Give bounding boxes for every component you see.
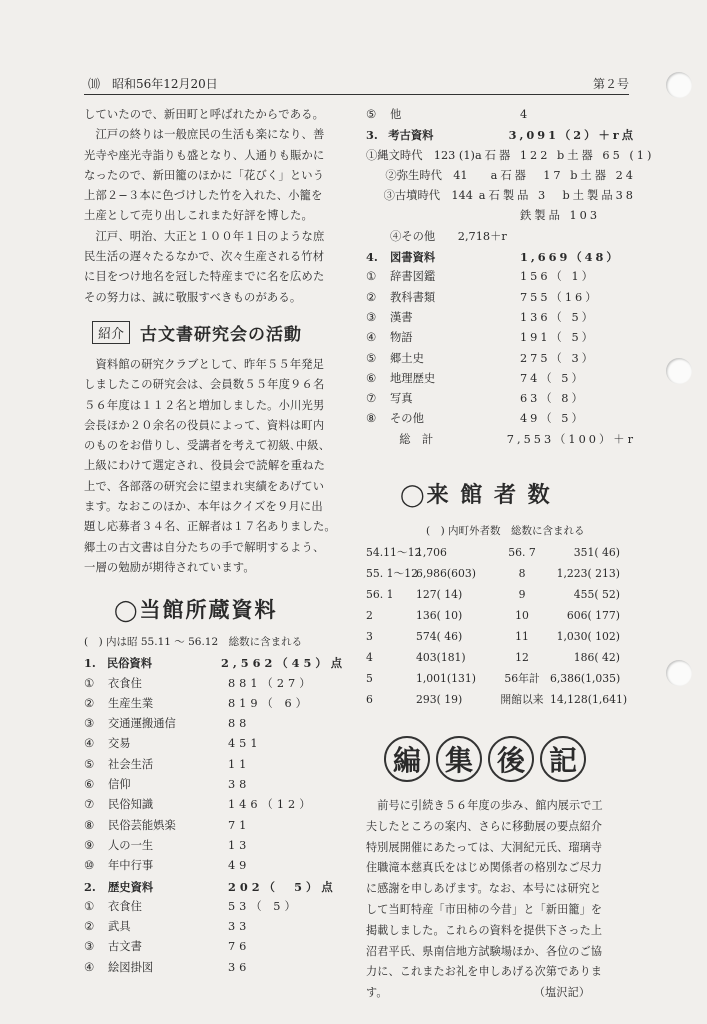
- table-cell: 6: [366, 693, 373, 707]
- postscript-paragraph: [366, 796, 636, 1004]
- list-item-lab: ①縄文時代 123 (1): [366, 148, 475, 162]
- table-cell: 127( 14): [416, 588, 463, 602]
- list-item-lab: 社会生活: [108, 757, 154, 771]
- list-item: [366, 288, 636, 308]
- list-item-lab: 古文書: [108, 940, 142, 954]
- list-item: [366, 349, 636, 369]
- list-item-n: ⑦: [366, 392, 377, 406]
- list-item-lab: [390, 206, 520, 226]
- circled-char: 編: [384, 736, 430, 782]
- text-line: なったので、新田籠のほかに「花びく」という: [84, 168, 325, 182]
- table-row: [366, 626, 636, 647]
- list-item: [84, 816, 346, 836]
- list-item-n: ③: [84, 940, 95, 954]
- list-item: [366, 389, 636, 409]
- list-item-lab: 考古資料: [388, 128, 434, 143]
- list-item-val: 2,562（45）点: [221, 656, 346, 671]
- list-item-n: 1.: [84, 656, 96, 671]
- circled-char: 記: [540, 736, 586, 782]
- section-tag: 紹介: [92, 321, 130, 344]
- list-item: [84, 917, 346, 937]
- text-line: その努力は、誠に敬服すべきものがある。: [84, 290, 302, 304]
- list-item-n: ①: [84, 899, 95, 913]
- list-item-val: 136（ 5）: [520, 310, 596, 324]
- list-item-lab: 交通運搬通信: [108, 717, 176, 731]
- table-row: [366, 563, 636, 584]
- list-item-n: ⑥: [366, 371, 377, 385]
- list-item: [366, 328, 636, 348]
- list-item-lab: 民俗芸能娯楽: [108, 818, 176, 832]
- table-cell: 186( 42): [573, 651, 620, 665]
- page-header: [88, 75, 629, 95]
- list-item-val: a石器 17 b土器 24: [490, 168, 636, 182]
- list-item-val: 755（16）: [520, 290, 600, 304]
- table-row: [366, 605, 636, 626]
- list-item-n: ③: [84, 717, 95, 731]
- list-item-lab: 年中行事: [108, 859, 154, 873]
- list-item: [84, 795, 346, 815]
- list-item: [366, 206, 636, 226]
- list-item-n: ④: [84, 737, 95, 751]
- text-line: 住職滝本慈真氏をはじめ関係者の格別なご尽力: [366, 861, 603, 875]
- table-cell: 1,706: [416, 546, 447, 560]
- collection-note: ( ) 内は昭 55.11 〜 56.12 総数に含まれる: [84, 636, 303, 649]
- visitors-note: ( ) 内町外者数 総数に含まれる: [426, 525, 585, 538]
- list-item-val: 36: [228, 960, 251, 974]
- list-item-n: ②: [84, 920, 95, 934]
- list-item-val: 88: [228, 717, 251, 731]
- table-row: [366, 668, 636, 689]
- text-line: ５６年度は１１２名と増加しました。小川光男: [84, 398, 325, 412]
- table-cell: 8: [518, 567, 526, 581]
- list-item: [366, 186, 636, 206]
- list-item: [84, 694, 346, 714]
- text-line: 夫したところの案内、さらに移動展の要点紹介: [366, 819, 603, 833]
- table-cell: 574( 46): [416, 630, 463, 644]
- table-cell: 293( 19): [416, 693, 463, 707]
- table-cell: 55. 1〜12: [366, 567, 419, 581]
- list-item-lab: 物語: [390, 331, 413, 345]
- list-item: [366, 146, 655, 166]
- list-item-n: ⑤: [84, 757, 95, 771]
- list-item-n: ⑤: [366, 108, 377, 121]
- table-cell: 11: [515, 630, 529, 644]
- list-item-lab: 交易: [108, 737, 131, 751]
- list-item: [84, 877, 346, 897]
- table-cell: 606( 177): [566, 609, 620, 623]
- list-item-n: ⑥: [84, 778, 95, 792]
- list-item-val: 1,669（48）: [520, 250, 621, 265]
- list-item-lab: 信仰: [108, 778, 131, 792]
- list-item: [366, 227, 636, 247]
- table-cell: 10: [515, 609, 529, 623]
- table-cell: 開館以来: [500, 693, 544, 707]
- text-line: 郷土の古文書は自分たちの手で解明するよう、: [84, 540, 325, 554]
- list-item-n: ②: [366, 290, 377, 304]
- list-item-val: 53（ 5）: [228, 899, 300, 913]
- list-item: [366, 105, 636, 125]
- list-item: [84, 937, 346, 957]
- table-cell: 14,128(1,641): [550, 693, 628, 707]
- table-cell: 3: [366, 630, 373, 644]
- list-item: [84, 653, 346, 673]
- list-item-n: [366, 166, 385, 186]
- list-item-lab: ③古墳時代 144: [383, 189, 473, 203]
- list-item-lab: 衣食住: [108, 676, 142, 690]
- list-item-n: ⑧: [84, 818, 95, 832]
- list-item: [84, 836, 346, 856]
- text-line: 上級にわけて選定され、役員会で読解を重ねた: [84, 459, 326, 473]
- list-item: [84, 856, 346, 876]
- table-cell: 1,030( 102): [556, 630, 620, 644]
- list-item-n: ④: [366, 331, 377, 345]
- list-item-n: 4.: [366, 250, 378, 265]
- list-item: [84, 897, 346, 917]
- list-item: [84, 958, 346, 978]
- list-item-val: 38: [228, 778, 251, 792]
- list-item-val: 74（ 5）: [520, 371, 586, 385]
- list-item-n: ⑧: [366, 412, 377, 426]
- table-row: [366, 689, 636, 710]
- text-line: 掲載しました。これらの資料を提供下さった上: [366, 923, 603, 937]
- binder-hole: [666, 358, 692, 384]
- text-line: 前号に引続き５６年度の歩み、館内展示で工: [366, 799, 603, 813]
- table-cell: 2: [366, 609, 373, 623]
- text-line: す。 （塩沢記）: [366, 986, 591, 1000]
- text-line: していたので、新田町と呼ばれたからである。: [84, 108, 325, 121]
- list-item-lab: その他: [390, 412, 424, 426]
- collection-list-continued: [366, 105, 655, 450]
- text-line: 資料館の研究クラブとして、昨年５５年発足: [84, 357, 325, 371]
- text-line: 上部２−３本に色づけした竹を入れた、小籠を: [84, 189, 323, 203]
- table-cell: 455( 52): [573, 588, 620, 602]
- list-item: [366, 369, 636, 389]
- list-item-lab: ④その他 2,718＋r: [390, 229, 507, 243]
- issue-number: 第２号: [592, 77, 629, 91]
- postscript-heading: [384, 736, 636, 782]
- text-line: 上で、各部落の研究会に望まれ実績をあげてい: [84, 479, 325, 493]
- list-item-lab: 絵図掛図: [108, 960, 154, 974]
- list-item-lab: 民俗知識: [108, 798, 154, 812]
- list-item: [84, 775, 346, 795]
- table-cell: 6,986(603): [416, 567, 476, 581]
- text-line: して当町特産「市田柿の今昔」と「新田籠」を: [366, 903, 603, 917]
- list-item-val: 11: [228, 757, 251, 771]
- list-item-lab: 他: [390, 108, 402, 121]
- list-item-val: 63（ 8）: [520, 392, 586, 406]
- list-item: [366, 409, 636, 429]
- list-item-n: 3.: [366, 128, 378, 143]
- table-cell: 4: [366, 651, 373, 665]
- table-cell: 56. 1: [366, 588, 394, 602]
- list-item-n: ④: [84, 960, 95, 974]
- text-line: 民生活の遅々たるなかで、次々生産される竹材: [84, 250, 325, 264]
- list-item-val: a石製品 3 b土製品38: [478, 189, 636, 203]
- list-item: [84, 755, 346, 775]
- list-item-val: 146（12）: [228, 798, 315, 812]
- list-item-n: ⑤: [366, 351, 377, 365]
- list-item-val: 13: [228, 838, 251, 852]
- list-item-val: 4: [520, 108, 531, 121]
- header-date: ⑽ 昭和56年12月20日: [88, 77, 218, 91]
- circled-char: 後: [488, 736, 534, 782]
- list-item-val: 202（ 5）点: [228, 879, 337, 894]
- table-cell: 1,001(131): [416, 672, 476, 686]
- list-item-val: 3,091（2）＋r点: [508, 128, 636, 143]
- list-item-val: 451: [228, 737, 262, 751]
- binder-hole: [666, 660, 692, 686]
- list-item-n: ③: [366, 310, 377, 324]
- list-item-val: 71: [228, 818, 251, 832]
- text-line: しましたこの研究会は、会員数５５年度９６名: [84, 378, 325, 392]
- list-item: [84, 714, 346, 734]
- list-item-val: 275（ 3）: [520, 351, 596, 365]
- list-item-lab: 辞書図鑑: [390, 270, 436, 284]
- list-item-lab: 民俗資料: [106, 656, 153, 671]
- list-item-val: 33: [228, 920, 251, 934]
- left-column: [84, 105, 346, 978]
- list-item-lab: 歴史資料: [108, 879, 154, 894]
- text-line: 特別展開催にあたっては、大洞紀元氏、瑠璃寺: [366, 840, 603, 854]
- list-item-n: [366, 430, 388, 450]
- table-row: [366, 647, 636, 668]
- list-item-val: 819（ 6）: [228, 696, 311, 710]
- list-item-val: 7,553（100）＋r: [506, 432, 636, 446]
- list-item-lab: 人の一生: [108, 838, 154, 852]
- list-item-lab: 武具: [108, 920, 131, 934]
- list-item: [366, 267, 636, 287]
- list-item-lab: 写真: [390, 392, 413, 406]
- table-cell: 403(181): [416, 651, 466, 665]
- list-item: [84, 734, 346, 754]
- list-item-lab: 総 計: [387, 432, 434, 446]
- list-item: [366, 308, 636, 328]
- text-line: 沼君平氏、県南信地方試験場ほか、各位のご協: [366, 944, 603, 958]
- list-item-val: 49: [228, 859, 251, 873]
- list-item: [366, 125, 636, 145]
- text-line: ます。なおこのほか、本年はクイズを９月に出: [84, 500, 323, 514]
- text-line: のものをお借りし、受講者を考えて初級､中級、: [84, 439, 331, 453]
- list-item-val: 191（ 5）: [520, 331, 596, 345]
- table-cell: 54.11〜12: [366, 546, 422, 560]
- text-line: 会長ほか２０余名の役員によって、資料は町内: [84, 418, 325, 432]
- section-paragraph: [84, 355, 346, 578]
- table-cell: 12: [515, 651, 529, 665]
- list-item-n: ⑦: [84, 798, 95, 812]
- list-item-n: [366, 227, 390, 247]
- table-cell: 9: [518, 588, 526, 602]
- text-line: に目をつけ地名を冠した特産までに名を広めた: [84, 270, 325, 284]
- list-item-val: a石器 122 b土器 65 (1): [474, 148, 655, 162]
- collection-title: ◯当館所蔵資料: [114, 597, 278, 623]
- list-item-lab: 教科書類: [390, 290, 436, 304]
- list-item-lab: 図書資料: [390, 250, 436, 265]
- list-item-lab: 地理歴史: [390, 371, 436, 385]
- list-item-val: 156（ 1）: [520, 270, 596, 284]
- table-cell: 136( 10): [416, 609, 463, 623]
- text-line: 一層の勉励が期待されています。: [84, 560, 255, 574]
- list-item: [366, 247, 636, 267]
- binder-hole: [666, 72, 692, 98]
- text-line: 土産として売り出しこれまた好評を博した。: [84, 209, 313, 223]
- text-line: 江戸の終りは一般庶民の生活も楽になり、善: [84, 128, 325, 142]
- list-item-n: ①: [84, 676, 95, 690]
- list-item-n: ⑨: [84, 838, 95, 852]
- list-item-lab: 生産生業: [108, 696, 154, 710]
- list-item: [366, 430, 636, 450]
- table-row: [366, 584, 636, 605]
- table-cell: 1,223( 213): [556, 567, 620, 581]
- right-column: [366, 105, 655, 1004]
- table-cell: 56. 7: [508, 546, 536, 560]
- text-line: に感謝を申しあげます。なお、本号には研究と: [366, 882, 602, 896]
- section-heading: [84, 320, 346, 345]
- text-line: 江戸、明治、大正と１００年１日のような庶: [84, 229, 325, 243]
- text-line: 力に、これまたお礼を申しあげる次第でありま: [366, 965, 603, 979]
- list-item-n: [366, 206, 390, 226]
- list-item-val: 鉄製品 103: [520, 209, 601, 223]
- list-item-n: ⑩: [84, 859, 95, 873]
- list-item-val: 881（27）: [228, 676, 315, 690]
- list-item-n: 2.: [84, 879, 96, 894]
- visitors-table: [366, 542, 636, 710]
- intro-paragraph: [84, 105, 346, 308]
- list-item-lab: 衣食住: [108, 899, 142, 913]
- list-item-val: 49（ 5）: [520, 412, 586, 426]
- list-item-lab: ②弥生時代 41: [385, 168, 468, 182]
- list-item-val: [520, 227, 636, 247]
- header-rule: [84, 94, 629, 95]
- circled-char: 集: [436, 736, 482, 782]
- text-line: 光寺や座光寺詣りも盛となり、人通りも賑かに: [84, 148, 325, 162]
- list-item-lab: 漢書: [390, 310, 413, 324]
- list-item: [366, 166, 636, 186]
- list-item-val: 76: [228, 940, 251, 954]
- list-item-n: ②: [84, 696, 95, 710]
- table-cell: 6,386(1,035): [550, 672, 621, 686]
- list-item-n: [366, 186, 384, 206]
- list-item-n: ①: [366, 270, 377, 284]
- table-cell: 351( 46): [573, 546, 620, 560]
- section-title: 古文書研究会の活動: [140, 324, 303, 345]
- table-cell: 56年計: [504, 672, 540, 686]
- collection-list: [84, 653, 346, 978]
- list-item-lab: 郷土史: [390, 351, 424, 365]
- list-item: [84, 674, 346, 694]
- visitors-title: ◯来 館 者 数: [400, 482, 552, 509]
- text-line: 題し応募者３４名、正解者は１７名ありました。: [84, 520, 336, 534]
- table-cell: 5: [366, 672, 373, 686]
- table-row: [366, 542, 636, 563]
